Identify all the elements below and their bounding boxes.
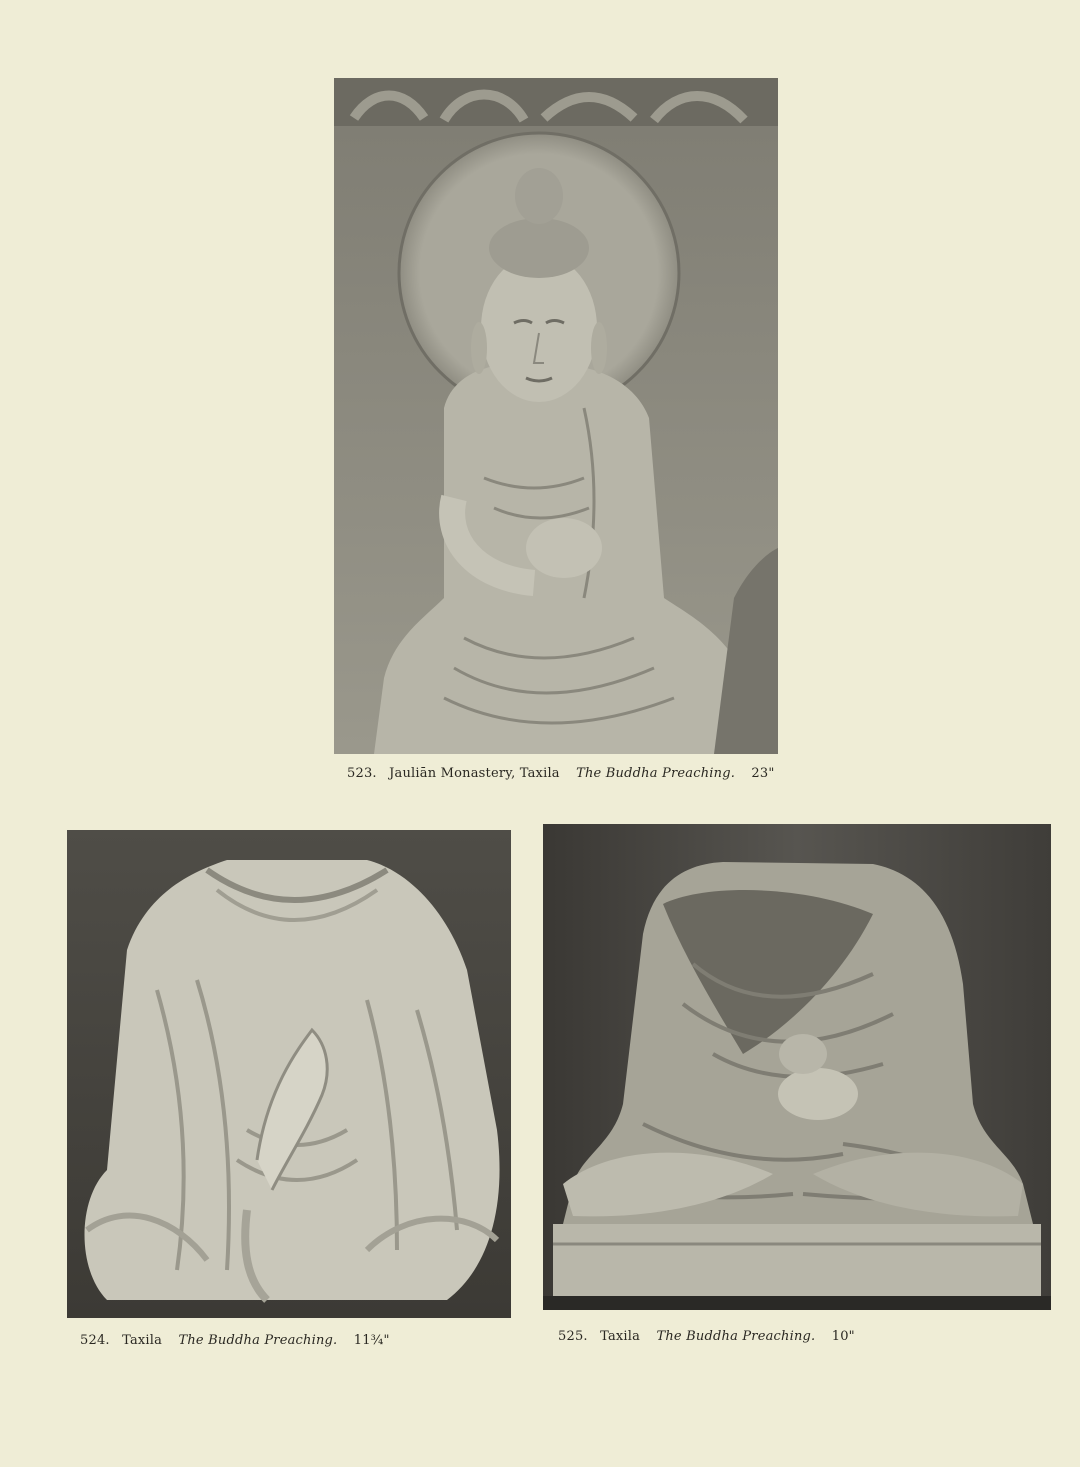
buddha-torso-image <box>67 830 511 1318</box>
photo-plate-525 <box>543 824 1051 1310</box>
plate-size: 11¾" <box>353 1333 390 1348</box>
plate-caption-523 <box>347 766 775 781</box>
plate-title: The Buddha Preaching. <box>178 1333 338 1348</box>
plate-title: The Buddha Preaching. <box>656 1329 816 1344</box>
photo-plate-523 <box>334 78 778 754</box>
plate-number: 524. <box>80 1333 110 1348</box>
buddha-relief-image <box>334 78 778 754</box>
plate-title: The Buddha Preaching. <box>576 766 736 781</box>
plate-location: Jauliān Monastery, Taxila <box>389 766 560 781</box>
plate-caption-524 <box>80 1333 390 1348</box>
plate-number: 525. <box>558 1329 588 1344</box>
photo-plate-524 <box>67 830 511 1318</box>
plate-size: 23" <box>751 766 775 781</box>
plate-caption-525 <box>558 1329 855 1344</box>
plate-location: Taxila <box>600 1329 641 1344</box>
seated-buddha-image <box>543 824 1051 1310</box>
plate-size: 10" <box>831 1329 855 1344</box>
plate-number: 523. <box>347 766 377 781</box>
plate-location: Taxila <box>122 1333 163 1348</box>
